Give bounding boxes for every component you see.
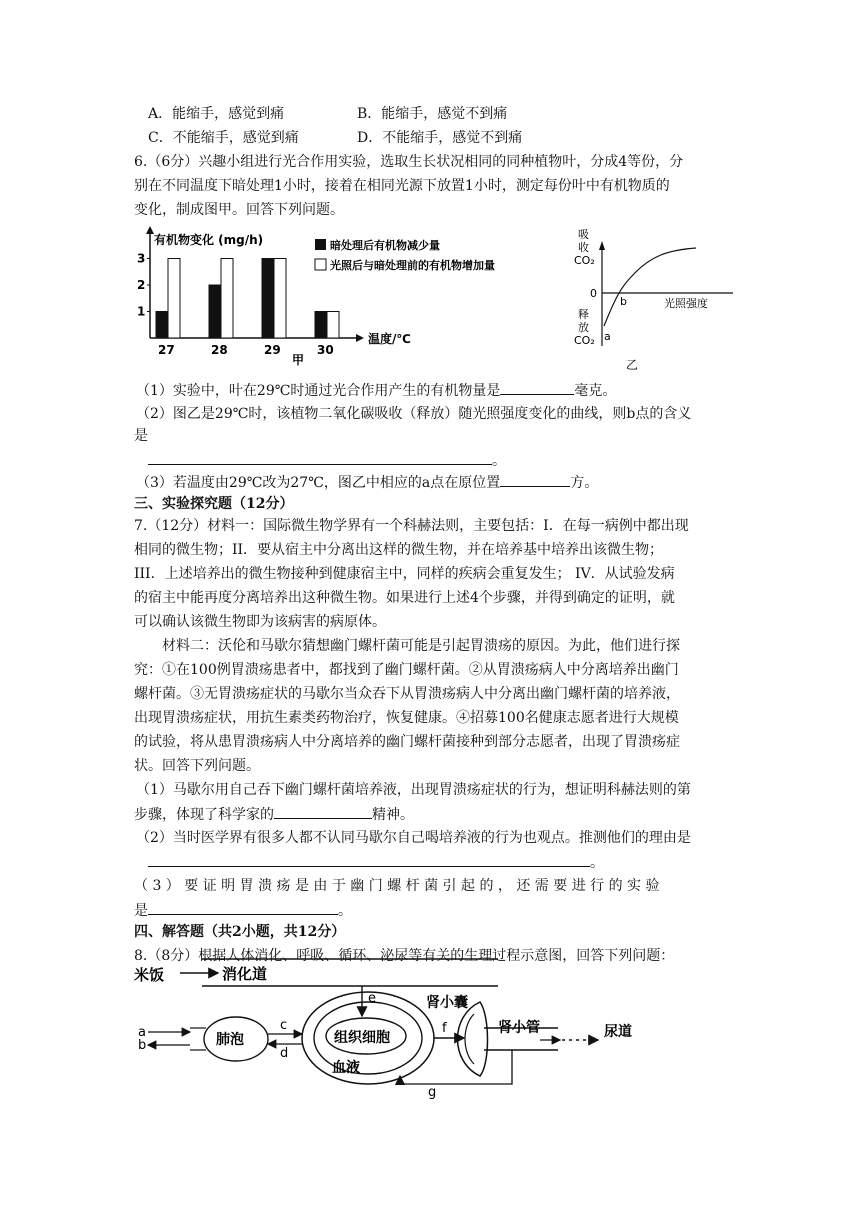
- q7-sub3-line1: （ 3 ） 要 证 明 胃 溃 疡 是 由 于 幽 门 螺 杆 菌 引 起 的 ， 还 需 要 进 行 的 实 验: [134, 878, 660, 894]
- light-bar-30: [327, 312, 339, 339]
- q6-sub1: [136, 380, 616, 401]
- q7-material1-line4: 的宿主中能再度分离培养出这种微生物。如果进行上述4个步骤，并得到确定的证明，就: [134, 590, 675, 606]
- y-axis-arrow: [146, 226, 154, 234]
- absorb-label-2: 收: [578, 241, 589, 254]
- q7-sub2-line1: （2）当时医学界有很多人都不认同马歇尔自己喝培养液的行为也观点。推测他们的理由是: [136, 830, 691, 846]
- dark-bar-30: [315, 312, 327, 339]
- x-tick-label-30: 30: [317, 343, 334, 357]
- x-axis-title: 光照强度: [664, 297, 708, 310]
- capsule-shape: [458, 1002, 488, 1076]
- q6-sub1-unit: 毫克。: [574, 383, 617, 399]
- option-c: C．不能缩手，感觉到痛: [148, 130, 299, 146]
- q7-sub1-answer-blank[interactable]: [274, 804, 372, 819]
- chart-caption: 甲: [292, 353, 305, 366]
- q7-sub1-end: 精神。: [372, 807, 414, 823]
- q7-material2-line2: 究：①在100例胃溃疡患者中，都找到了幽门螺杆菌。②从胃溃疡病人中分离培养出幽门: [134, 662, 679, 678]
- legend-label-light: 光照后与暗处理前的有机物增加量: [330, 259, 495, 272]
- option-a: A．能缩手，感觉到痛: [148, 106, 285, 122]
- q7-sub1-line2: [134, 804, 414, 825]
- y-tick-label-2: 2: [137, 278, 146, 292]
- q7-sub2-end: 。: [590, 855, 604, 871]
- label-d: d: [280, 1046, 289, 1061]
- dark-bar-28: [209, 285, 221, 338]
- q7-sub3-line2: [134, 900, 352, 921]
- chart-jia: [134, 226, 554, 366]
- release-label-2: 放: [578, 321, 589, 334]
- urethra-label: 尿道: [604, 1024, 632, 1040]
- zero-label: 0: [590, 287, 597, 300]
- x-tick-label-28: 28: [211, 343, 228, 357]
- x-tick-label-27: 27: [158, 343, 175, 357]
- dark-bar-29: [262, 259, 274, 339]
- legend-swatch-dark: [315, 239, 326, 250]
- q6-sub2-line1: （2）图乙是29℃时，该植物二氧化碳吸收（释放）随光照强度变化的曲线，则b点的含义: [136, 406, 692, 422]
- capsule-label: 肾小囊: [426, 995, 468, 1011]
- chart-caption: 乙: [626, 358, 639, 372]
- q7-sub3-answer-blank[interactable]: [148, 900, 338, 915]
- q6-sub3-text: （3）若温度由29℃改为27℃，图乙中相应的a点在原位置: [136, 475, 501, 491]
- q7-sub3-end: 。: [338, 903, 352, 919]
- alveoli-label: 肺泡: [216, 1032, 244, 1048]
- q7-sub2-line2: [148, 852, 604, 873]
- x-tick-label-29: 29: [264, 343, 281, 357]
- q7-material2-line6: 状。回答下列问题。: [134, 758, 260, 774]
- point-b-label: b: [620, 295, 627, 308]
- release-label-3: CO₂: [574, 334, 595, 347]
- light-bar-28: [221, 259, 233, 339]
- q6-sub1-answer-blank[interactable]: [500, 380, 574, 395]
- q7-material1-line2: 相同的微生物；II．要从宿主中分离出这样的微生物，并在培养基中培养出该微生物；: [134, 542, 664, 558]
- q6-sub2-line3: [148, 450, 506, 471]
- y-axis-title: 有机物变化 (mg/h): [154, 233, 264, 247]
- rice-label: 米饭: [134, 966, 165, 984]
- q7-material1-line5: 可以确认该微生物即为该病害的病原体。: [134, 614, 386, 630]
- q7-sub1-text: 步骤，体现了科学家的: [134, 807, 274, 823]
- label-b: b: [138, 1038, 147, 1053]
- digestive-tract-label: 消化道: [222, 965, 268, 983]
- x-axis-title: 温度/℃: [368, 332, 411, 346]
- q7-material2-line5: 的试验，将从患胃溃疡病人中分离培养的幽门螺杆菌接种到部分志愿者，出现了胃溃疡症: [134, 734, 680, 750]
- label-f: f: [442, 1021, 447, 1036]
- q7-material2-line1: 材料二：沃伦和马歇尔猜想幽门螺杆菌可能是引起胃溃疡的原因。为此，他们进行探: [162, 638, 680, 654]
- capsule-inner: [465, 1014, 474, 1064]
- q6-sub1-text: （1）实验中，叶在29℃时通过光合作用产生的有机物量是: [136, 383, 501, 399]
- option-b: B．能缩手，感觉不到痛: [357, 106, 508, 122]
- q6-sub2-line2: 是: [134, 428, 148, 444]
- q6-stem-line3: 变化，制成图甲。回答下列问题。: [134, 202, 344, 218]
- blood-label: 血液: [332, 1060, 360, 1076]
- q7-sub1-line1: （1）马歇尔用自己吞下幽门螺杆菌培养液，出现胃溃疡症状的行为，想证明科赫法则的第: [136, 782, 691, 798]
- absorb-label-1: 吸: [578, 228, 589, 241]
- dark-bar-27: [156, 312, 168, 339]
- legend-label-dark: 暗处理后有机物减少量: [330, 239, 440, 252]
- x-axis-arrow: [356, 334, 364, 342]
- q7-sub3-text: 是: [134, 903, 148, 919]
- y-tick-label-3: 3: [137, 251, 146, 266]
- legend: [315, 238, 495, 272]
- q7-sub2-answer-blank[interactable]: [148, 852, 590, 867]
- light-bar-29: [274, 259, 286, 339]
- release-label-1: 释: [578, 308, 589, 321]
- label-c: c: [280, 1018, 288, 1033]
- tissue-cells-label: 组织细胞: [334, 1030, 390, 1046]
- q6-sub2-end: 。: [492, 453, 506, 469]
- q6-sub3-answer-blank[interactable]: [500, 472, 570, 487]
- q6-stem-line2: 别在不同温度下暗处理1小时，接着在相同光源下放置1小时，测定每份叶中有机物质的: [134, 178, 670, 194]
- co2-curve: [604, 248, 696, 326]
- physiology-diagram: [128, 956, 738, 1102]
- label-e: e: [368, 991, 376, 1006]
- section-4-title: 四、解答题（共2小题，共12分）: [134, 924, 346, 940]
- y-axis-arrow: [599, 241, 605, 250]
- label-a: a: [138, 1025, 146, 1040]
- q7-material2-line4: 出现胃溃疡症状，用抗生素类药物治疗，恢复健康。④招募100名健康志愿者进行大规模: [134, 710, 679, 726]
- label-g: g: [428, 1085, 437, 1100]
- point-a-label: a: [604, 330, 611, 343]
- q8-stem: 8.（8分）根据人体消化、呼吸、循环、泌尿等有关的生理过程示意图，回答下列问题：: [134, 948, 675, 964]
- q7-material2-line3: 螺杆菌。③无胃溃疡症状的马歇尔当众吞下从胃溃疡病人中分离出幽门螺杆菌的培养液，: [134, 686, 680, 702]
- y-tick-label-1: 1: [137, 304, 146, 319]
- q7-material1-line1: 7.（12分）材料一：国际微生物学界有一个科赫法则，主要包括：I．在每一病例中都出现: [134, 518, 689, 534]
- section-3-title: 三、实验探究题（12分）: [134, 496, 294, 512]
- option-d: D．不能缩手，感觉不到痛: [357, 130, 523, 146]
- legend-swatch-light: [315, 259, 326, 270]
- tubule-label: 肾小管: [498, 1020, 540, 1036]
- q6-sub2-answer-blank[interactable]: [148, 450, 492, 465]
- q6-sub3: [136, 472, 598, 493]
- absorb-label-3: CO₂: [574, 254, 595, 267]
- light-bar-27: [168, 259, 180, 339]
- q6-sub3-end: 方。: [570, 475, 599, 491]
- reabsorption-path-g: [400, 1050, 512, 1084]
- q7-material1-line3: III．上述培养出的微生物接种到健康宿主中，同样的疾病会重复发生； IV．从试验发病: [134, 566, 675, 582]
- q6-stem-line1: 6.（6分）兴趣小组进行光合作用实验，选取生长状况相同的同种植物叶，分成4等份，分: [134, 154, 684, 170]
- chart-yi: [568, 226, 738, 376]
